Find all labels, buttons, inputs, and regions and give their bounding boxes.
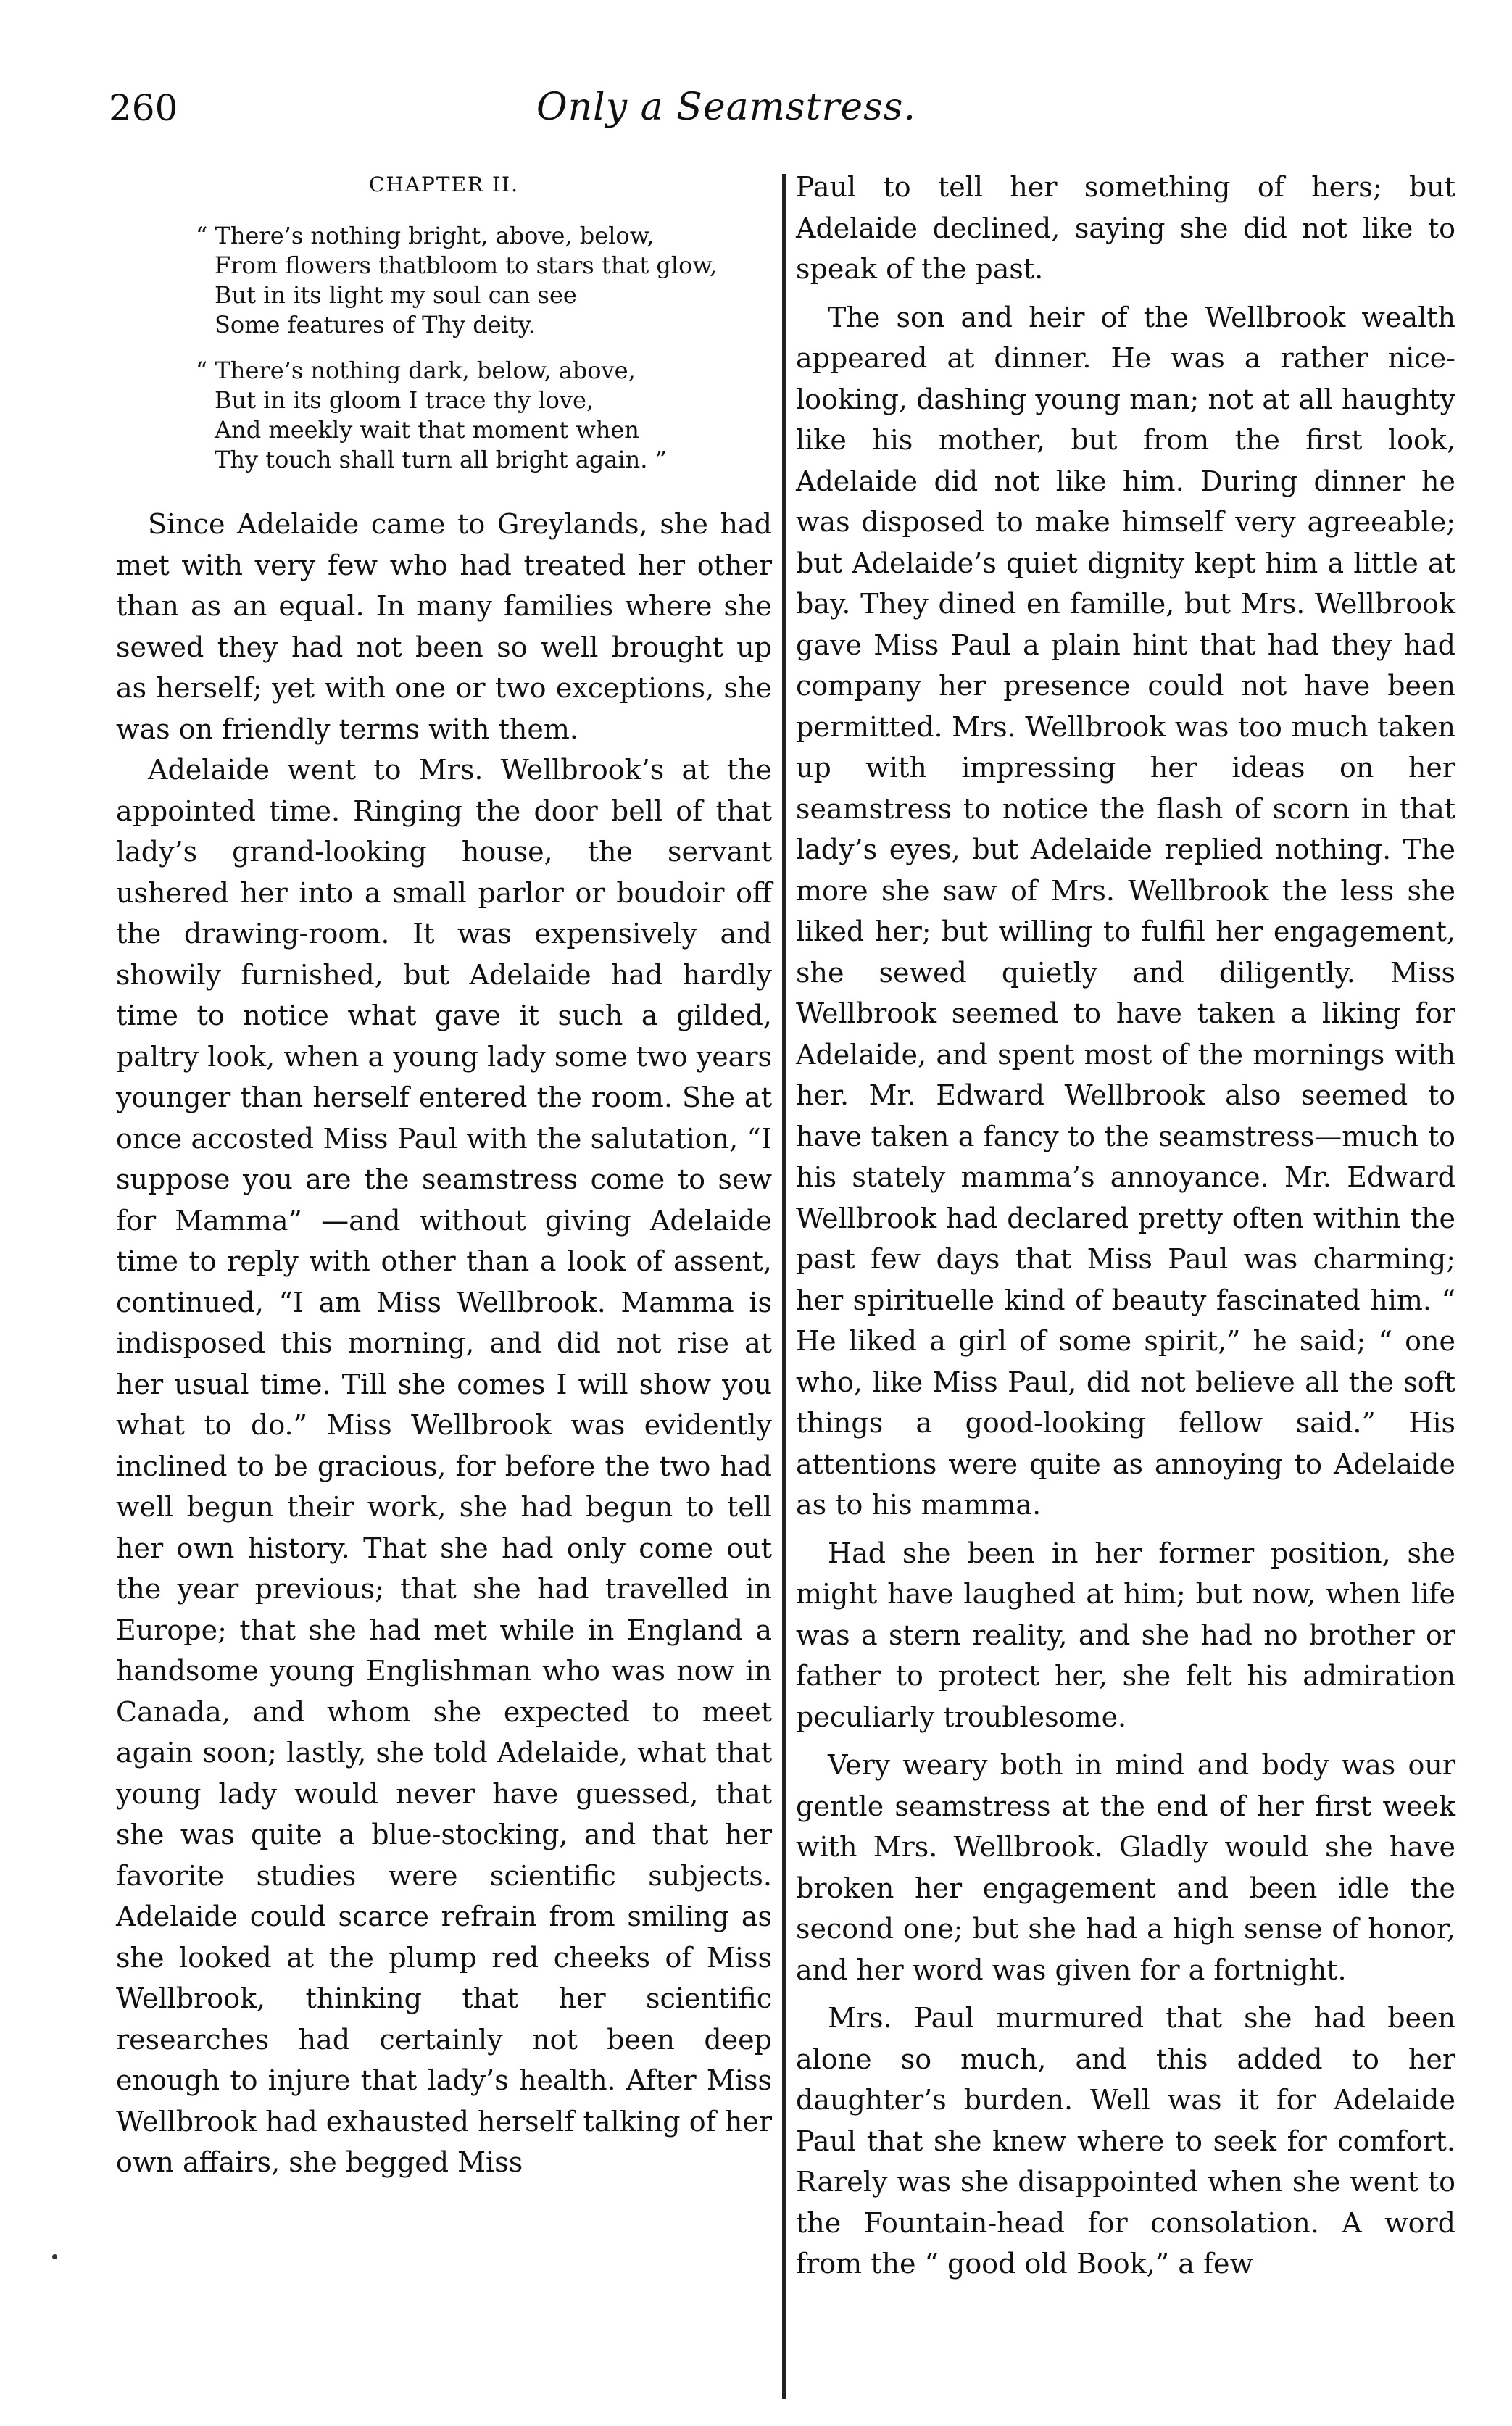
body-paragraph: Since Adelaide came to Greylands, she had met with very few who had treated her other than as an equal. In many families where she sewed they had not been so well brought up as herself; yet with one or two exceptions, she was on friendly terms with them.: [116, 508, 772, 745]
running-title: Only a Seamstress.: [536, 86, 917, 129]
left-column: [116, 167, 772, 2183]
verse-line: Thy touch shall turn all bright again. ”: [215, 446, 667, 473]
column-rule: [782, 174, 786, 2399]
right-column: [796, 167, 1455, 2285]
body-paragraph: Mrs. Paul murmured that she had been alone so much, and this added to her daughter’s burden. Well was it for Adelaide Paul that she knew where to seek for comfort. Rarely was she disappointed when she went to the Fountain-head for consolation. A word from the “ good old Book,” a few: [796, 2002, 1455, 2280]
verse-line: “ There’s nothing bright, above, below,: [196, 222, 655, 249]
body-paragraph: Very weary both in mind and body was our gentle seamstress at the end of her first week with Mrs. Wellbrook. Gladly would she have broken her engagement and been idle the second one; but she had a high sense of honor, and her word was given for a fortnight.: [796, 1749, 1455, 1986]
body-paragraph: Adelaide went to Mrs. Wellbrook’s at the appointed time. Ringing the door bell of that lady’s grand-looking house, the servant ushered her into a small parlor or boudoir off the drawing-room. It was expensively and showily furnished, but Adelaide had hardly time to notice what gave it such a gilded, paltry look, when a young lady some two years younger than herself entered the room. She at once accosted Miss Paul with the salutation, “I suppose you are the seamstress come to sew for Mamma” —and without giving Adelaide time to reply with other than a look of assent, continued, “I am Miss Wellbrook. Mamma is indisposed this morning, and did not rise at her usual time. Till she comes I will show you what to do.” Miss Wellbrook was evidently inclined to be gracious, for before the two had well begun their work, she had begun to tell her own history. That she had only come out the year previous; that she had travelled in Europe; that she had met while in England a handsome young Englishman who was now in Canada, and whom she expected to meet again soon; lastly, she told Adelaide, what that young lady would never have guessed, that she was quite a blue-stocking, and that her favorite studies were scientific subjects. Adelaide could scarce refrain from smiling as she looked at the plump red cheeks of Miss Wellbrook, thinking that her scientific researches had certainly not been deep enough to injure that lady’s health. After Miss Wellbrook had exhausted herself talking of her own affairs, she begged Miss: [116, 754, 772, 2178]
body-paragraph-continued: Paul to tell her something of hers; but Adelaide declined, saying she did not like to speak of the past.: [796, 171, 1455, 285]
body-paragraph: The son and heir of the Wellbrook wealth appeared at dinner. He was a rather nice-looking, dashing young man; not at all haughty like his mother, but from the first look, Adelaide did not like him. During dinner he was disposed to make himself very agreeable; but Adelaide’s quiet dignity kept him a little at bay. They dined en famille, but Mrs. Wellbrook gave Miss Paul a plain hint that had they had company her presence could not have been permitted. Mrs. Wellbrook was too much taken up with impressing her ideas on her seamstress to notice the flash of scorn in that lady’s eyes, but Adelaide replied nothing. The more she saw of Mrs. Wellbrook the less she liked her; but willing to fulfil her engagement, she sewed quietly and diligently. Miss Wellbrook seemed to have taken a liking for Adelaide, and spent most of the mornings with her. Mr. Edward Wellbrook also seemed to have taken a fancy to the seamstress—much to his stately mamma’s annoyance. Mr. Edward Wellbrook had declared pretty often within the past few days that Miss Paul was charming; her spirituelle kind of beauty fascinated him. “ He liked a girl of some spirit,” he said; “ one who, like Miss Paul, did not believe all the soft things a good-looking fellow said.” His attentions were quite as annoying to Adelaide as to his mamma.: [796, 301, 1455, 1521]
verse-line: And meekly wait that moment when: [215, 416, 639, 444]
epigraph-stanza: [196, 221, 772, 340]
chapter-heading: CHAPTER II.: [368, 173, 520, 196]
verse-line: But in its light my soul can see: [215, 281, 577, 309]
epigraph-stanza: [196, 356, 772, 475]
page-number: 260: [109, 87, 178, 129]
verse-line: “ There’s nothing dark, below, above,: [196, 357, 636, 384]
ink-speck: [52, 2254, 57, 2259]
verse-line: From flowers thatbloom to stars that glow,: [215, 252, 718, 279]
body-paragraph: Had she been in her former position, she might have laughed at him; but now, when life was a stern reality, and she had no brother or father to protect her, she felt his admiration peculiarly troublesome.: [796, 1537, 1455, 1733]
verse-line: But in its gloom I trace thy love,: [215, 386, 594, 414]
verse-line: Some features of Thy deity.: [215, 311, 536, 338]
